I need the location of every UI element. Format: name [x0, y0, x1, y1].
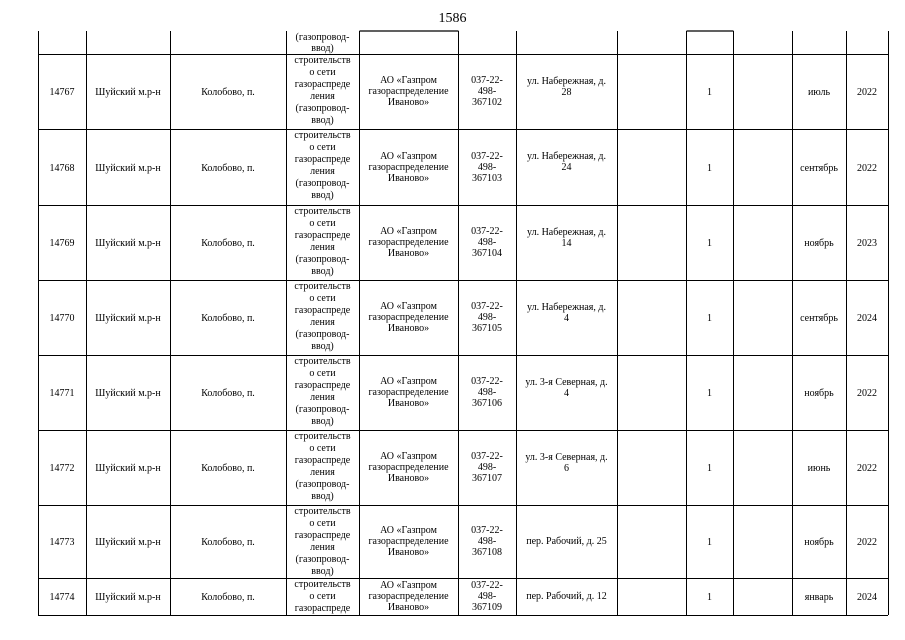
code-cell-line: 037-22- — [471, 301, 503, 312]
organization-cell-line: Иваново» — [387, 473, 430, 484]
locality-cell: Колобово, п. — [201, 537, 255, 548]
organization-cell-line: Иваново» — [387, 248, 430, 259]
organization-cell-line: Иваново» — [387, 97, 430, 108]
count-cell: 1 — [707, 313, 712, 324]
description-line: ления — [310, 467, 335, 478]
month-cell: сентябрь — [800, 313, 838, 324]
code-cell — [458, 226, 516, 259]
description-cell — [286, 356, 359, 428]
description-line: ления — [310, 242, 335, 253]
description-line: ления — [310, 317, 335, 328]
organization-cell-line: АО «Газпром — [380, 151, 437, 162]
month-cell: ноябрь — [804, 388, 834, 399]
organization-cell — [359, 75, 458, 108]
description-line: строительств — [294, 431, 351, 442]
description-line: строительств — [294, 356, 351, 367]
row-id: 14769 — [49, 238, 75, 249]
code-cell — [458, 301, 516, 334]
row-id: 14767 — [49, 87, 75, 98]
locality-cell: Колобово, п. — [201, 163, 255, 174]
year-cell: 2023 — [857, 238, 877, 249]
organization-cell — [359, 451, 458, 484]
address-cell — [516, 151, 617, 173]
address-cell — [516, 536, 617, 547]
description-cell — [286, 206, 359, 278]
row-id: 14772 — [49, 463, 75, 474]
organization-cell-line: Иваново» — [387, 173, 430, 184]
month-cell: сентябрь — [800, 163, 838, 174]
year-cell: 2024 — [857, 313, 877, 324]
address-cell-line: ул. 3-я Северная, д. — [525, 452, 608, 463]
code-cell-line: 367106 — [472, 398, 502, 409]
description-line: строительств — [294, 281, 351, 292]
address-cell-line: пер. Рабочий, д. 25 — [526, 536, 607, 547]
count-cell: 1 — [707, 87, 712, 98]
code-cell-line: 367109 — [472, 602, 502, 613]
row-id: 14771 — [49, 388, 75, 399]
code-cell-line: 367102 — [472, 97, 502, 108]
code-cell-line: 367104 — [472, 248, 502, 259]
organization-cell-line: газораспределение — [368, 591, 449, 602]
code-cell-line: 367107 — [472, 473, 502, 484]
address-cell — [516, 227, 617, 249]
code-cell — [458, 525, 516, 558]
organization-cell-line: АО «Газпром — [380, 525, 437, 536]
row-id: 14774 — [49, 592, 75, 603]
description-cell — [286, 579, 359, 615]
code-cell-line: 367108 — [472, 547, 502, 558]
description-line: ления — [310, 166, 335, 177]
code-cell-line: 498- — [477, 86, 497, 97]
description-line: ввод) — [311, 115, 334, 126]
row-id: 14770 — [49, 313, 75, 324]
year-cell: 2022 — [857, 463, 877, 474]
year-cell: 2022 — [857, 87, 877, 98]
district-cell: Шуйский м.р-н — [95, 238, 161, 249]
address-cell-line: 6 — [564, 463, 569, 474]
description-line: ления — [310, 542, 335, 553]
description-line: (газопровод- — [295, 254, 350, 265]
description-line: газораспреде — [294, 230, 351, 241]
continued-description — [286, 32, 359, 54]
organization-cell-line: газораспределение — [368, 387, 449, 398]
month-cell: ноябрь — [804, 537, 834, 548]
code-cell — [458, 376, 516, 409]
description-line: газораспреде — [294, 603, 351, 614]
description-line: (газопровод- — [295, 404, 350, 415]
code-cell-line: 498- — [477, 591, 497, 602]
organization-cell — [359, 301, 458, 334]
description-line: о сети — [309, 218, 336, 229]
address-cell-line: 28 — [561, 87, 572, 98]
organization-cell-line: АО «Газпром — [380, 580, 437, 591]
address-cell-line: ул. 3-я Северная, д. — [525, 377, 608, 388]
description-line: ввод) — [311, 491, 334, 502]
year-cell: 2024 — [857, 592, 877, 603]
organization-cell — [359, 376, 458, 409]
description-line: строительств — [294, 506, 351, 517]
locality-cell: Колобово, п. — [201, 313, 255, 324]
code-cell-line: 498- — [477, 387, 497, 398]
organization-cell-line: АО «Газпром — [380, 75, 437, 86]
description-line: о сети — [309, 368, 336, 379]
address-cell-line: 24 — [561, 162, 572, 173]
organization-cell-line: АО «Газпром — [380, 226, 437, 237]
description-line: ввод) — [311, 266, 334, 277]
code-cell-line: 498- — [477, 237, 497, 248]
description-line: строительств — [294, 206, 351, 217]
organization-cell — [359, 525, 458, 558]
code-cell-line: 037-22- — [471, 580, 503, 591]
code-cell-line: 367105 — [472, 323, 502, 334]
code-cell — [458, 151, 516, 184]
description-cell — [286, 281, 359, 353]
locality-cell: Колобово, п. — [201, 87, 255, 98]
locality-cell: Колобово, п. — [201, 388, 255, 399]
description-line: (газопровод- — [295, 479, 350, 490]
organization-cell — [359, 226, 458, 259]
description-line: о сети — [309, 142, 336, 153]
description-line: о сети — [309, 591, 336, 602]
code-cell-line: 037-22- — [471, 226, 503, 237]
address-cell-line: ул. Набережная, д. — [527, 151, 606, 162]
description-line: ления — [310, 91, 335, 102]
code-cell-line: 367103 — [472, 173, 502, 184]
row-id: 14768 — [49, 163, 75, 174]
description-cell — [286, 506, 359, 578]
organization-cell — [359, 151, 458, 184]
district-cell: Шуйский м.р-н — [95, 463, 161, 474]
organization-cell-line: АО «Газпром — [380, 301, 437, 312]
organization-cell-line: Иваново» — [387, 398, 430, 409]
address-cell — [516, 302, 617, 324]
count-cell: 1 — [707, 163, 712, 174]
organization-cell-line: Иваново» — [387, 602, 430, 613]
district-cell: Шуйский м.р-н — [95, 87, 161, 98]
row-id: 14773 — [49, 537, 75, 548]
count-cell: 1 — [707, 388, 712, 399]
organization-cell-line: АО «Газпром — [380, 451, 437, 462]
month-cell: январь — [804, 592, 834, 603]
description-line: (газопровод- — [295, 103, 350, 114]
description-line: строительств — [294, 579, 351, 590]
description-line: строительств — [294, 130, 351, 141]
description-line: газораспреде — [294, 455, 351, 466]
description-line: ления — [310, 392, 335, 403]
locality-cell: Колобово, п. — [201, 238, 255, 249]
address-cell-line: ул. Набережная, д. — [527, 227, 606, 238]
code-cell — [458, 580, 516, 613]
description-line: о сети — [309, 518, 336, 529]
address-cell-line: 4 — [564, 388, 569, 399]
description-line: о сети — [309, 443, 336, 454]
description-line: газораспреде — [294, 380, 351, 391]
description-line: о сети — [309, 293, 336, 304]
address-cell — [516, 377, 617, 399]
address-cell — [516, 76, 617, 98]
district-cell: Шуйский м.р-н — [95, 388, 161, 399]
organization-cell-line: газораспределение — [368, 312, 449, 323]
organization-cell-line: газораспределение — [368, 536, 449, 547]
count-cell: 1 — [707, 592, 712, 603]
address-cell-line: пер. Рабочий, д. 12 — [526, 591, 607, 602]
count-cell: 1 — [707, 238, 712, 249]
month-cell: июнь — [807, 463, 831, 474]
organization-cell-line: газораспределение — [368, 162, 449, 173]
address-cell — [516, 452, 617, 474]
address-cell — [516, 591, 617, 602]
address-cell-line: 4 — [564, 313, 569, 324]
count-cell: 1 — [707, 463, 712, 474]
district-cell: Шуйский м.р-н — [95, 537, 161, 548]
page-number: 1586 — [438, 11, 467, 26]
code-cell-line: 037-22- — [471, 376, 503, 387]
district-cell: Шуйский м.р-н — [95, 592, 161, 603]
description-cell — [286, 130, 359, 202]
month-cell: июль — [807, 87, 831, 98]
district-cell: Шуйский м.р-н — [95, 163, 161, 174]
year-cell: 2022 — [857, 388, 877, 399]
description-line: газораспреде — [294, 79, 351, 90]
code-cell-line: 037-22- — [471, 451, 503, 462]
locality-cell: Колобово, п. — [201, 592, 255, 603]
description-cell — [286, 55, 359, 127]
code-cell — [458, 75, 516, 108]
description-line: газораспреде — [294, 530, 351, 541]
organization-cell-line: газораспределение — [368, 462, 449, 473]
continued-description-line: ввод) — [311, 43, 334, 54]
description-line: о сети — [309, 67, 336, 78]
month-cell: ноябрь — [804, 238, 834, 249]
description-line: (газопровод- — [295, 329, 350, 340]
description-cell — [286, 431, 359, 503]
description-line: ввод) — [311, 566, 334, 577]
code-cell-line: 498- — [477, 462, 497, 473]
count-cell: 1 — [707, 537, 712, 548]
year-cell: 2022 — [857, 163, 877, 174]
address-cell-line: 14 — [561, 238, 572, 249]
description-line: ввод) — [311, 416, 334, 427]
organization-cell-line: Иваново» — [387, 323, 430, 334]
code-cell-line: 498- — [477, 312, 497, 323]
code-cell-line: 498- — [477, 536, 497, 547]
organization-cell-line: газораспределение — [368, 86, 449, 97]
code-cell-line: 037-22- — [471, 75, 503, 86]
code-cell-line: 037-22- — [471, 151, 503, 162]
organization-cell-line: Иваново» — [387, 547, 430, 558]
description-line: ввод) — [311, 190, 334, 201]
description-line: (газопровод- — [295, 178, 350, 189]
description-line: (газопровод- — [295, 554, 350, 565]
description-line: строительств — [294, 55, 351, 66]
code-cell — [458, 451, 516, 484]
address-cell-line: ул. Набережная, д. — [527, 76, 606, 87]
description-line: ввод) — [311, 341, 334, 352]
organization-cell — [359, 580, 458, 613]
organization-cell-line: АО «Газпром — [380, 376, 437, 387]
district-cell: Шуйский м.р-н — [95, 313, 161, 324]
address-cell-line: ул. Набережная, д. — [527, 302, 606, 313]
year-cell: 2022 — [857, 537, 877, 548]
continued-description-line: (газопровод- — [295, 32, 350, 43]
organization-cell-line: газораспределение — [368, 237, 449, 248]
code-cell-line: 498- — [477, 162, 497, 173]
code-cell-line: 037-22- — [471, 525, 503, 536]
description-line: газораспреде — [294, 305, 351, 316]
description-line: газораспреде — [294, 154, 351, 165]
locality-cell: Колобово, п. — [201, 463, 255, 474]
